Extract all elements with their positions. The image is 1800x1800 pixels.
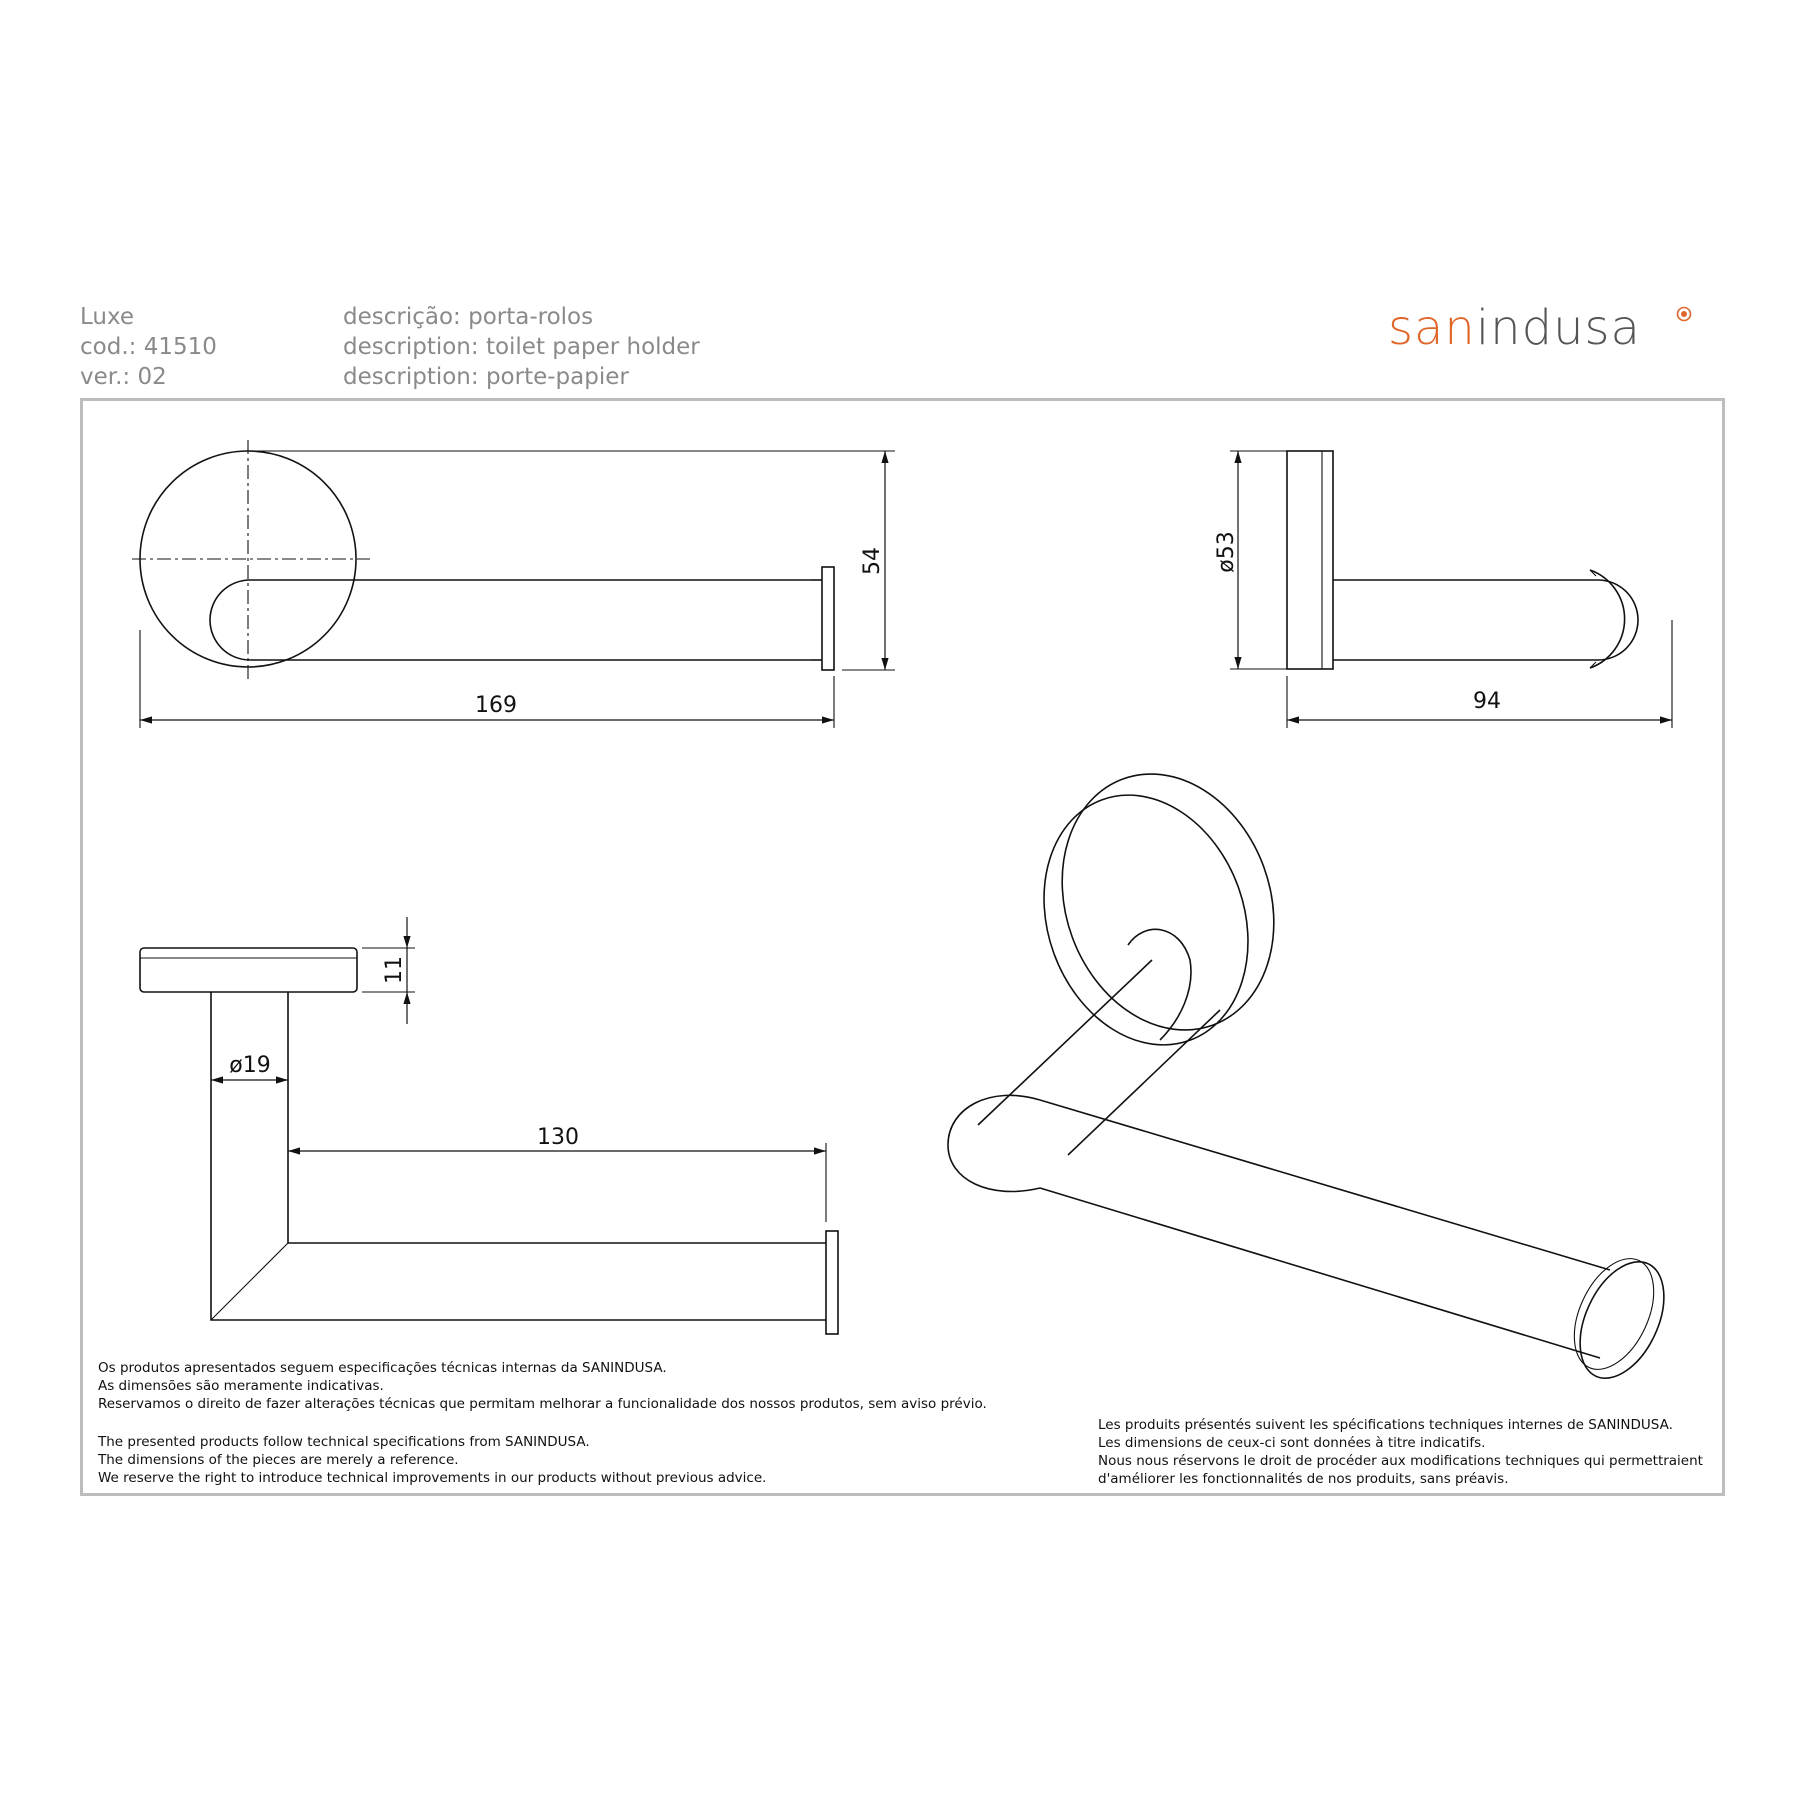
iso-base-plate-back bbox=[1027, 744, 1308, 1060]
side-bar bbox=[1333, 580, 1598, 660]
side-base-plate bbox=[1287, 451, 1333, 669]
notes-portuguese bbox=[98, 1359, 987, 1413]
iso-post-top bbox=[1128, 929, 1191, 1040]
dim-height-label: 54 bbox=[860, 547, 885, 575]
note-en-line: We reserve the right to introduce technical improvements in our products without previous advice. bbox=[98, 1470, 767, 1486]
note-pt-line: Os produtos apresentados seguem especificações técnicas internas da SANINDUSA. bbox=[98, 1360, 667, 1376]
top-view bbox=[140, 917, 838, 1334]
product-version: ver.: 02 bbox=[80, 364, 167, 390]
front-view bbox=[132, 1, 1008, 728]
description-fr: description: porte-papier bbox=[343, 364, 629, 390]
note-en-line: The dimensions of the pieces are merely a reference. bbox=[98, 1452, 459, 1468]
description-pt: descrição: porta-rolos bbox=[343, 304, 594, 330]
top-end-cap bbox=[826, 1231, 838, 1334]
logo-part-san: san bbox=[1388, 300, 1476, 356]
note-fr-line: Nous nous réservons le droit de procéder aux modifications techniques qui permettraient bbox=[1098, 1453, 1703, 1469]
isometric-view bbox=[948, 744, 1681, 1391]
note-en-line: The presented products follow technical specifications from SANINDUSA. bbox=[98, 1434, 590, 1450]
note-fr-line: d'améliorer les fonctionnalités de nos produits, sans préavis. bbox=[1098, 1471, 1509, 1487]
top-base-plate bbox=[140, 948, 357, 992]
logo-part-indusa: indusa bbox=[1475, 300, 1641, 356]
dim-diameter-bar-label: ø19 bbox=[229, 1053, 271, 1078]
top-bar-inner bbox=[288, 992, 826, 1243]
front-bar bbox=[210, 580, 811, 660]
dim-diameter-base-label: ø53 bbox=[1214, 531, 1239, 573]
iso-base-plate-front bbox=[1010, 766, 1282, 1074]
side-view bbox=[1230, 451, 1672, 728]
front-end-cap bbox=[822, 567, 834, 670]
dim-base-thickness-label: 11 bbox=[382, 956, 407, 984]
collection-name: Luxe bbox=[80, 304, 135, 330]
notes-english bbox=[98, 1433, 766, 1487]
iso-bar bbox=[1040, 1100, 1610, 1358]
dim-length-label: 169 bbox=[475, 693, 517, 718]
iso-end-cap bbox=[1563, 1249, 1681, 1392]
note-pt-line: Reservamos o direito de fazer alterações técnicas que permitam melhorar a funcionalidade dos nossos produtos, sem aviso prévio. bbox=[98, 1396, 987, 1412]
note-fr-line: Les dimensions de ceux-ci sont données à titre indicatifs. bbox=[1098, 1435, 1486, 1451]
top-bar-outer bbox=[211, 992, 826, 1320]
iso-post-sides bbox=[978, 960, 1220, 1155]
dim-bar-length-label: 130 bbox=[537, 1125, 579, 1150]
dim-depth-label: 94 bbox=[1473, 689, 1501, 714]
product-code: cod.: 41510 bbox=[80, 334, 217, 360]
note-fr-line: Les produits présentés suivent les spécifications techniques internes de SANINDUSA. bbox=[1098, 1417, 1673, 1433]
notes-french bbox=[1098, 1416, 1703, 1488]
note-pt-line: As dimensões são meramente indicativas. bbox=[98, 1378, 384, 1394]
description-en: description: toilet paper holder bbox=[343, 334, 700, 360]
